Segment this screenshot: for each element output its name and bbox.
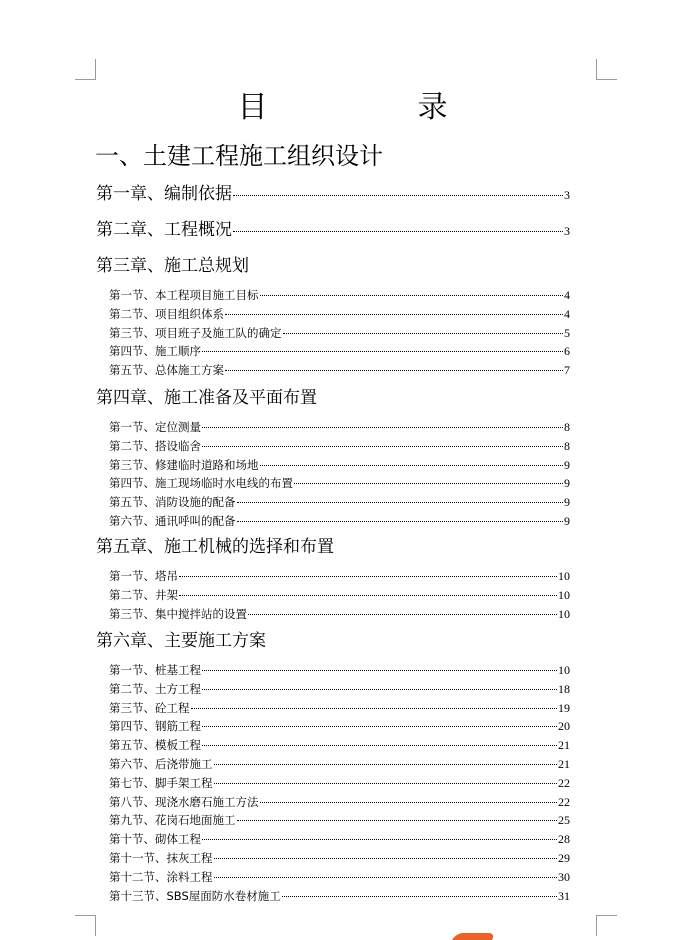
- toc-leader-dots: [202, 670, 557, 671]
- toc-chapter-label: 第二章、工程概况: [96, 220, 232, 240]
- toc-section-label: 第八节、现浇水磨石施工方法: [109, 794, 259, 809]
- toc-chapter-entry[interactable]: [96, 219, 570, 242]
- toc-section-label: 第十三节、SBS屋面防水卷材施工: [109, 888, 281, 903]
- toc-page-number: 31: [558, 888, 570, 903]
- toc-leader-dots: [237, 502, 564, 503]
- toc-page-number: 3: [564, 188, 570, 202]
- toc-leader-dots: [233, 231, 563, 232]
- toc-leader-dots: [179, 576, 557, 577]
- toc-section-entry[interactable]: [109, 513, 570, 529]
- toc-section-label: 第一节、桩基工程: [109, 663, 201, 677]
- toc-leader-dots: [179, 595, 557, 596]
- toc-section-entry[interactable]: [109, 888, 570, 904]
- corner-mark-top-left: [75, 59, 96, 80]
- toc-page-number: 6: [564, 344, 570, 359]
- toc-page-number: 10: [558, 663, 570, 677]
- toc-leader-dots: [202, 351, 563, 352]
- corner-mark-top-right: [596, 59, 617, 80]
- toc-section-label: 第四节、施工顺序: [109, 344, 201, 359]
- toc-section-label: 第二节、井架: [109, 587, 178, 602]
- toc-section-label: 第六节、通讯呼叫的配备: [109, 514, 236, 528]
- toc-leader-dots: [202, 745, 557, 746]
- toc-page-number: 10: [558, 587, 570, 602]
- toc-page-number: 19: [558, 700, 570, 715]
- toc-section-label: 第七节、脚手架工程: [109, 775, 213, 790]
- toc-section-entry[interactable]: [109, 850, 570, 866]
- toc-leader-dots: [260, 295, 564, 296]
- toc-leader-dots: [237, 521, 564, 522]
- toc-section-label: 第四节、钢筋工程: [109, 719, 201, 734]
- toc-section-entry[interactable]: [109, 718, 570, 734]
- toc-title-right: 录: [417, 90, 448, 125]
- toc-section-label: 第五节、总体施工方案: [109, 363, 224, 378]
- toc-section-entry[interactable]: [109, 831, 570, 847]
- toc-chapter-label: 第三章、施工总规划: [96, 256, 249, 276]
- toc-chapter-label: 第六章、主要施工方案: [96, 631, 266, 651]
- toc-leader-dots: [294, 483, 563, 484]
- toc-page-number: 10: [558, 606, 570, 621]
- part-title: 一、土建工程施工组织设计: [95, 142, 383, 170]
- corner-mark-bottom-right: [596, 915, 617, 936]
- toc-page-number: 28: [558, 832, 570, 847]
- toc-page-number: 4: [564, 306, 570, 321]
- toc-section-entry[interactable]: [109, 700, 570, 716]
- toc-page-number: 9: [564, 495, 570, 510]
- toc-section-entry[interactable]: [109, 737, 570, 753]
- toc-section-label: 第二节、搭设临舍: [109, 438, 201, 453]
- toc-title-left: 目: [237, 90, 268, 125]
- toc-section-entry[interactable]: [109, 568, 570, 584]
- toc-leader-dots: [283, 333, 564, 334]
- toc-leader-dots: [214, 764, 558, 765]
- toc-section-label: 第十二节、涂料工程: [109, 869, 213, 884]
- toc-section-label: 第三节、集中搅拌站的设置: [109, 606, 247, 621]
- toc-chapter-entry[interactable]: [96, 387, 570, 409]
- toc-page-number: 21: [558, 738, 570, 753]
- toc-section-entry[interactable]: [109, 775, 570, 791]
- toc-leader-dots: [202, 446, 563, 447]
- toc-section-entry[interactable]: [109, 662, 570, 678]
- toc-section-label: 第一节、本工程项目施工目标: [109, 288, 259, 302]
- toc-section-label: 第一节、塔吊: [109, 569, 178, 583]
- toc-leader-dots: [260, 465, 564, 466]
- toc-section-label: 第六节、后浇带施工: [109, 757, 213, 771]
- toc-section-label: 第十一节、抹灰工程: [109, 851, 213, 865]
- toc-chapter-label: 第五章、施工机械的选择和布置: [96, 537, 334, 557]
- toc-section-entry[interactable]: [109, 794, 570, 810]
- toc-chapter-entry[interactable]: [96, 630, 570, 652]
- toc-section-entry[interactable]: [109, 494, 570, 510]
- toc-leader-dots: [233, 195, 563, 196]
- toc-section-label: 第一节、定位测量: [109, 420, 201, 434]
- toc-section-entry[interactable]: [109, 362, 570, 378]
- toc-page-number: 7: [564, 363, 570, 378]
- toc-page-number: 4: [564, 288, 570, 302]
- toc-leader-dots: [202, 427, 563, 428]
- toc-page-number: 22: [558, 794, 570, 809]
- toc-section-entry[interactable]: [109, 325, 570, 341]
- toc-section-label: 第五节、模板工程: [109, 738, 201, 753]
- toc-page-number: 22: [558, 775, 570, 790]
- toc-page-number: 5: [564, 325, 570, 340]
- toc-section-label: 第九节、花岗石地面施工: [109, 813, 236, 828]
- toc-leader-dots: [202, 839, 557, 840]
- toc-title: [0, 88, 685, 128]
- toc-chapter-entry[interactable]: [96, 536, 570, 558]
- toc-chapter-entry[interactable]: [96, 183, 570, 206]
- toc-leader-dots: [202, 689, 557, 690]
- toc-section-label: 第二节、土方工程: [109, 681, 201, 696]
- toc-section-label: 第五节、消防设施的配备: [109, 495, 236, 510]
- toc-page-number: 20: [558, 719, 570, 734]
- toc-section-entry[interactable]: [109, 869, 570, 885]
- toc-section-label: 第三节、砼工程: [109, 700, 190, 715]
- toc-page-number: 9: [564, 476, 570, 491]
- toc-leader-dots: [248, 614, 557, 615]
- toc-page-number: 8: [564, 438, 570, 453]
- toc-section-entry[interactable]: [109, 681, 570, 697]
- toc-section-entry[interactable]: [109, 343, 570, 359]
- toc-page-number: 9: [564, 514, 570, 528]
- toc-page-number: 29: [558, 851, 570, 865]
- toc-leader-dots: [214, 858, 558, 859]
- toc-leader-dots: [191, 708, 558, 709]
- toc-page-number: 10: [558, 569, 570, 583]
- toc-leader-dots: [260, 802, 558, 803]
- toc-leader-dots: [237, 820, 558, 821]
- toc-section-entry[interactable]: [109, 287, 570, 303]
- corner-mark-bottom-left: [75, 915, 96, 936]
- toc-page-number: 8: [564, 420, 570, 434]
- toc-page-number: 9: [564, 457, 570, 472]
- toc-section-label: 第二节、项目组织体系: [109, 306, 224, 321]
- toc-section-entry[interactable]: [109, 475, 570, 491]
- toc-section-entry[interactable]: [109, 438, 570, 454]
- toc-section-label: 第四节、施工现场临时水电线的布置: [109, 476, 293, 491]
- toc-leader-dots: [225, 370, 563, 371]
- logo-fragment: [452, 933, 496, 940]
- toc-section-label: 第三节、修建临时道路和场地: [109, 457, 259, 472]
- toc-chapter-label: 第一章、编制依据: [96, 184, 232, 204]
- toc-page-number: 3: [564, 224, 570, 238]
- toc-section-entry[interactable]: [109, 419, 570, 435]
- toc-page-number: 18: [558, 681, 570, 696]
- toc-section-entry[interactable]: [109, 812, 570, 828]
- toc-section-entry[interactable]: [109, 606, 570, 622]
- toc-section-label: 第十节、砌体工程: [109, 832, 201, 847]
- toc-leader-dots: [214, 783, 558, 784]
- toc-section-entry[interactable]: [109, 457, 570, 473]
- toc-leader-dots: [202, 726, 557, 727]
- toc-chapter-entry[interactable]: [96, 255, 570, 277]
- toc-section-label: 第三节、项目班子及施工队的确定: [109, 325, 282, 340]
- toc-chapter-label: 第四章、施工准备及平面布置: [96, 388, 317, 408]
- toc-leader-dots: [225, 314, 563, 315]
- toc-page-number: 21: [558, 757, 570, 771]
- toc-leader-dots: [282, 896, 557, 897]
- toc-section-entry[interactable]: [109, 306, 570, 322]
- toc-page-number: 30: [558, 869, 570, 884]
- toc-section-entry[interactable]: [109, 756, 570, 772]
- toc-page-number: 25: [558, 813, 570, 828]
- toc-leader-dots: [214, 877, 558, 878]
- toc-section-entry[interactable]: [109, 587, 570, 603]
